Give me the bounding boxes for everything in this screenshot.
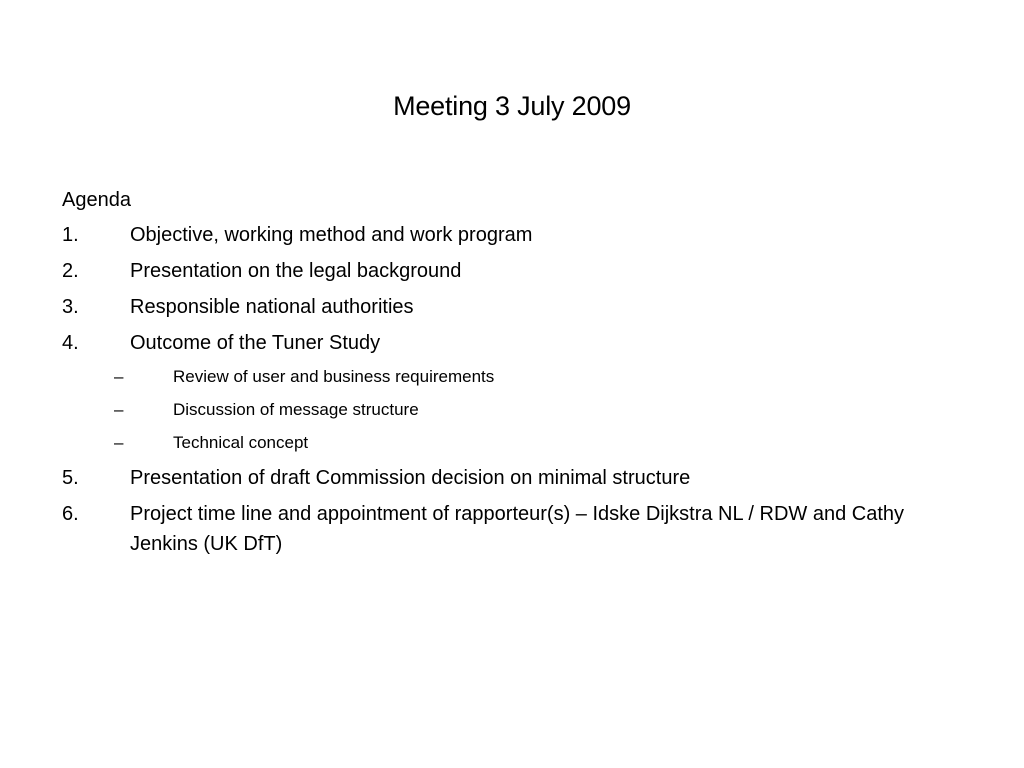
item-text: Outcome of the Tuner Study (130, 332, 381, 354)
item-text: Objective, working method and work program (130, 224, 533, 246)
agenda-item-1 (62, 220, 962, 250)
agenda-item-6 (62, 499, 962, 559)
subitem-text: Discussion of message structure (173, 400, 419, 419)
item-number: 2. (62, 260, 79, 282)
item-number: 1. (62, 224, 79, 246)
item-text: Responsible national authorities (130, 296, 414, 318)
dash-bullet: – (114, 433, 124, 452)
agenda-item-2 (62, 256, 962, 286)
agenda-item-3 (62, 292, 962, 322)
subitem-text: Review of user and business requirements (173, 367, 495, 386)
item-number: 6. (62, 503, 79, 525)
agenda-subitem-1 (62, 364, 962, 390)
dash-bullet: – (114, 367, 124, 386)
dash-bullet: – (114, 400, 124, 419)
item-text: Presentation of draft Commission decision on minimal structure (130, 467, 691, 489)
item-number: 5. (62, 467, 79, 489)
slide-title: Meeting 3 July 2009 (393, 91, 631, 121)
agenda-body (62, 184, 962, 565)
subitem-text: Technical concept (173, 433, 309, 452)
item-number: 4. (62, 332, 79, 354)
agenda-heading: Agenda (62, 189, 131, 211)
item-text: Project time line and appointment of rapporteur(s) – Idske Dijkstra NL / RDW and Cathy Jenkins (UK DfT) (130, 503, 905, 555)
agenda-subitem-3 (62, 430, 962, 456)
item-text: Presentation on the legal background (130, 260, 462, 282)
agenda-item-4 (62, 328, 962, 358)
agenda-subitem-2 (62, 397, 962, 423)
item-number: 3. (62, 296, 79, 318)
agenda-item-5 (62, 463, 962, 493)
